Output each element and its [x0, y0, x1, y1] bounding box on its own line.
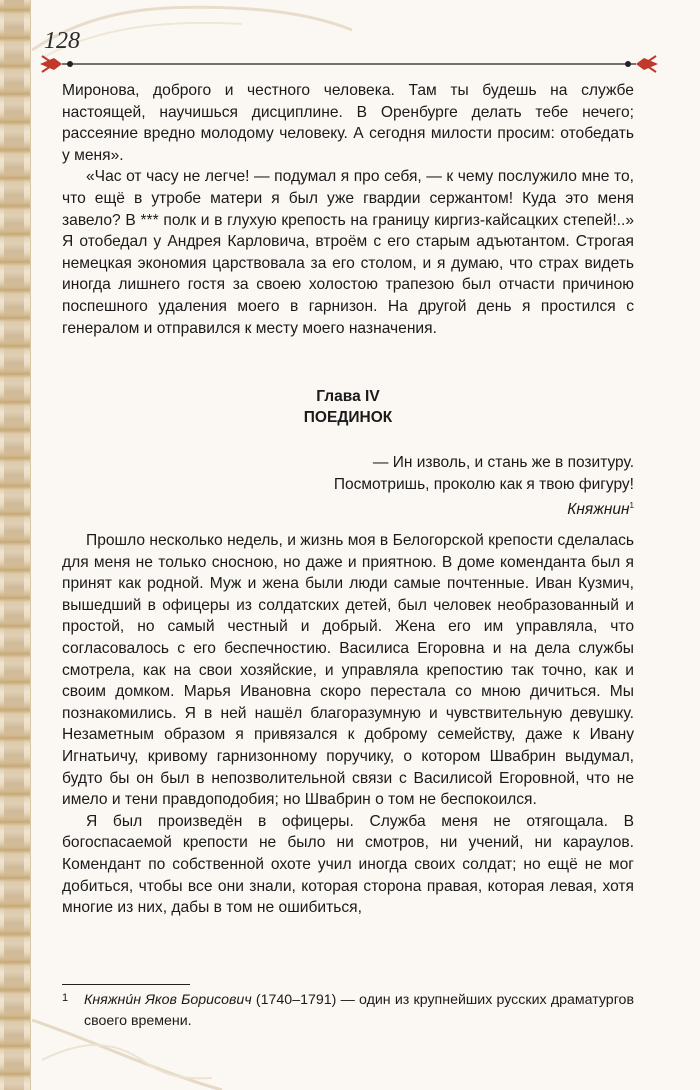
- epigraph-line: — Ин изволь, и стань же в позитуру.: [372, 454, 634, 471]
- footnote-text: [84, 990, 634, 1032]
- epigraph-author: [334, 495, 634, 521]
- paragraph: Я был произведён в офицеры. Служба меня не отягощала. В богоспасаемой крепости не было ни смотров, ни учений, ни караулов. Комендант по собственной охоте учил иногда своих солдат; но ещё не мог добиться, чтобы все они знали, которая сторона правая, которая левая, хотя многие из них, дабы в том не ошибиться,: [62, 812, 634, 917]
- paragraph: «Час от часу не легче! — подумал я про себя, — к чему послужило мне то, что ещё в утробе матери я был уже гвардии сержантом! Куда это меня завело? В *** полк и в глухую крепость на границу киргиз-кайсацких степей!..» Я отобедал у Андрея Карловича, втроём с его старым адъютантом. Строгая немецкая экономия царствовала за его столом, и я думаю, что страх видеть иногда лишнего гостя за своею холостою трапезою был отчасти причиною поспешного удаления моего в гарнизон. На другой день я простился с генералом и отправился к месту моего назначения.: [62, 168, 634, 337]
- chapter-heading: [62, 386, 634, 428]
- footnote-rest: (1740–1791) — один из крупнейших русских драматургов своего времени.: [84, 992, 634, 1029]
- page-number: 128: [44, 28, 80, 54]
- body-text-top: [62, 80, 634, 339]
- footnote: [62, 990, 634, 1032]
- epigraph: [334, 452, 634, 521]
- author-name: Княжнин: [567, 501, 630, 519]
- epigraph-line: Посмотришь, проколю как я твою фигуру!: [333, 475, 634, 493]
- footnote-divider: [62, 984, 190, 985]
- body-text-bottom: [62, 530, 634, 919]
- footnote-name: Княжни́н Яков Борисович: [84, 992, 252, 1008]
- chapter-label: Глава IV: [316, 388, 380, 405]
- chapter-title: ПОЕДИНОК: [303, 409, 393, 426]
- header-ornament-rule: [40, 52, 658, 76]
- decorative-swirl-top: [32, 0, 352, 60]
- paragraph: Миронова, доброго и честного человека. Там ты будешь на службе настоящей, научишься дисциплине. В Оренбурге делать тебе нечего; рассеяние вредно молодому человеку. А сегодня милости просим: отобедать у меня».: [62, 82, 634, 164]
- paragraph: Прошло несколько недель, и жизнь моя в Белогорской крепости сделалась для меня не только сносною, но даже и приятною. В доме коменданта был я принят как родной. Муж и жена были люди самые почтенные. Иван Кузмич, вышедший в офицеры из солдатских детей, был человек необразованный и простой, но самый честный и добрый. Жена его им управляла, что согласовалось с его беспечностию. Василиса Егоровна и на дела службы смотрела, как на свои хозяйские, и управляла крепостию так точно, как и своим домком. Марья Ивановна скоро перестала со мною дичиться. Мы познакомились. Я в ней нашёл благоразумную и чувствительную девушку. Незаметным образом я привязался к доброму семейству, даже к Ивану Игнатьичу, кривому гарнизонному поручику, о котором Швабрин выдумал, будто бы он был в непозволительной связи с Василисой Егоровной, что не имело и тени правдоподобия; но Швабрин о том не беспокоился.: [62, 532, 634, 809]
- footnote-mark: 1: [629, 501, 634, 510]
- footnote-number: 1: [62, 992, 69, 1004]
- decorative-border: [0, 0, 31, 1090]
